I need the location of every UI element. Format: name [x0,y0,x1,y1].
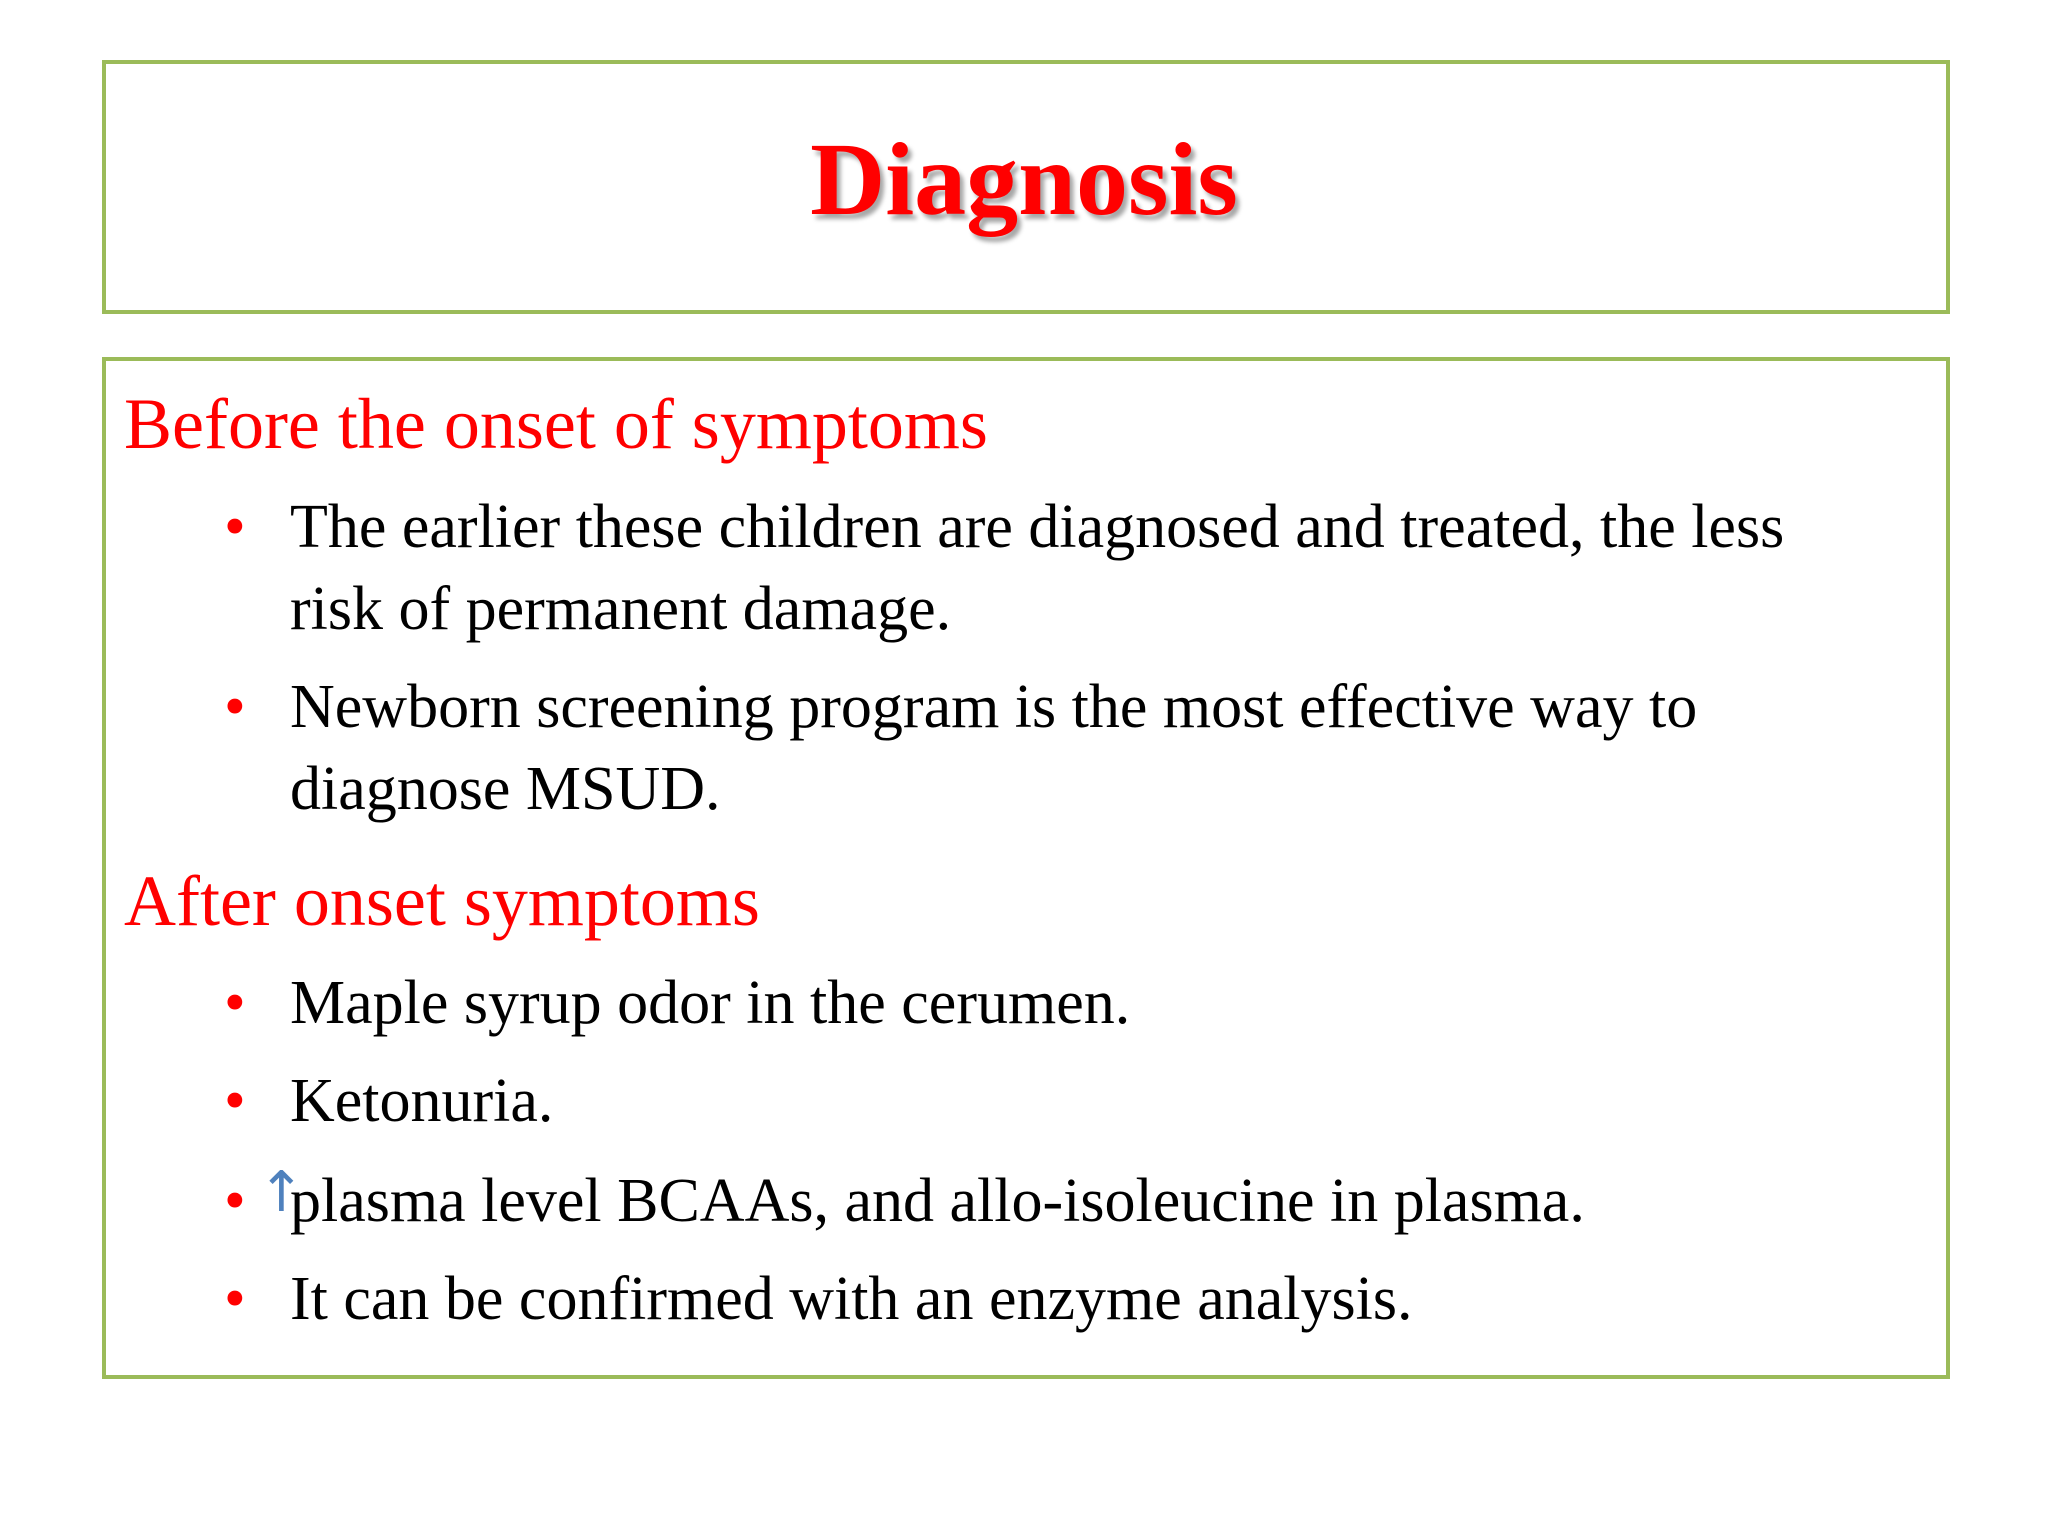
list-item [224,1258,1850,1340]
list-item-text: Newborn screening program is the most effective way to diagnose MSUD. [290,673,1698,823]
bullet-icon: • [224,493,246,561]
up-arrow-icon: ↑ [258,1160,305,1225]
bullet-icon: • [224,1067,246,1135]
section-heading-after-onset: After onset symptoms [124,861,760,941]
list-item [224,1060,1850,1142]
list-item [224,486,1850,650]
list-item-text: Maple syrup odor in the cerumen. [290,969,1131,1037]
list-item [224,1160,1850,1242]
slide-title: Diagnosis [810,122,1238,237]
section-heading-before-onset: Before the onset of symptoms [124,384,988,464]
list-item-text: It can be confirmed with an enzyme analysis. [290,1265,1413,1333]
bullet-icon: • [224,1167,246,1235]
list-item-text: The earlier these children are diagnosed and treated, the less risk of permanent damage. [290,493,1785,643]
list-item-text: plasma level BCAAs, and allo-isoleucine in plasma. [290,1167,1585,1235]
bullet-icon: • [224,673,246,741]
list-item-text: Ketonuria. [290,1067,554,1135]
list-item [224,962,1850,1044]
bullet-icon: • [224,1265,246,1333]
bullet-icon: • [224,969,246,1037]
list-item [224,666,1890,830]
